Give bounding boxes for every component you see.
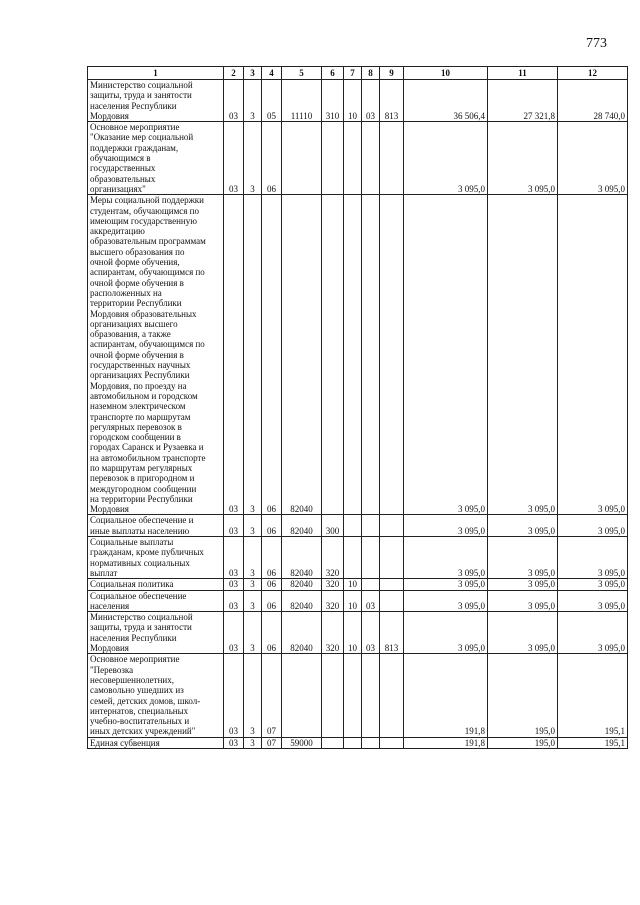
row-name: Единая субвенция	[88, 737, 224, 748]
code-cell: 3	[244, 654, 262, 737]
table-row	[88, 537, 628, 579]
row-name: Основное мероприятие "Перевозка несовершеннолетних, самовольно ушедших из семей, детских домов, школ- интернатов, специальных учебно-воспитательных и иных детских учреждений"	[88, 654, 224, 737]
amount-cell: 3 095,0	[404, 195, 488, 515]
table-row	[88, 737, 628, 748]
table-header-row	[88, 67, 628, 80]
code-cell: 320	[322, 579, 344, 590]
column-header: 9	[380, 67, 404, 80]
code-cell: 06	[262, 590, 282, 612]
code-cell: 3	[244, 122, 262, 195]
code-cell	[362, 737, 380, 748]
code-cell	[380, 195, 404, 515]
code-cell: 07	[262, 737, 282, 748]
code-cell: 06	[262, 537, 282, 579]
row-name: Министерство социальной защиты, труда и занятости населения Республики Мордовия	[88, 612, 224, 654]
amount-cell: 3 095,0	[404, 537, 488, 579]
code-cell: 03	[224, 590, 244, 612]
code-cell: 06	[262, 515, 282, 537]
code-cell: 320	[322, 612, 344, 654]
page-number: 773	[586, 36, 607, 51]
table-row	[88, 590, 628, 612]
code-cell	[380, 537, 404, 579]
code-cell	[362, 122, 380, 195]
amount-cell: 28 740,0	[558, 80, 628, 122]
code-cell: 82040	[282, 195, 322, 515]
code-cell: 3	[244, 590, 262, 612]
table-row	[88, 654, 628, 737]
code-cell: 03	[224, 612, 244, 654]
amount-cell: 195,1	[558, 737, 628, 748]
column-header: 2	[224, 67, 244, 80]
code-cell	[380, 654, 404, 737]
row-name: Социальное обеспечение населения	[88, 590, 224, 612]
amount-cell: 3 095,0	[404, 515, 488, 537]
code-cell: 82040	[282, 515, 322, 537]
code-cell	[322, 122, 344, 195]
amount-cell: 3 095,0	[488, 579, 558, 590]
column-header: 7	[344, 67, 362, 80]
code-cell	[362, 654, 380, 737]
code-cell	[344, 122, 362, 195]
code-cell: 10	[344, 612, 362, 654]
budget-table	[87, 66, 628, 749]
amount-cell: 3 095,0	[558, 122, 628, 195]
amount-cell: 3 095,0	[404, 590, 488, 612]
code-cell: 11110	[282, 80, 322, 122]
code-cell: 03	[224, 654, 244, 737]
code-cell: 10	[344, 80, 362, 122]
column-header: 8	[362, 67, 380, 80]
row-name: Основное мероприятие "Оказание мер социальной поддержки гражданам, обучающимся в государственных образовательных организациях"	[88, 122, 224, 195]
table-row	[88, 579, 628, 590]
code-cell: 05	[262, 80, 282, 122]
code-cell: 03	[224, 122, 244, 195]
amount-cell: 195,0	[488, 654, 558, 737]
code-cell	[322, 737, 344, 748]
code-cell: 3	[244, 579, 262, 590]
column-header: 11	[488, 67, 558, 80]
amount-cell: 3 095,0	[404, 579, 488, 590]
code-cell: 10	[344, 579, 362, 590]
table-row	[88, 80, 628, 122]
table-row	[88, 612, 628, 654]
row-name: Министерство социальной защиты, труда и занятости населения Республики Мордовия	[88, 80, 224, 122]
code-cell: 03	[224, 579, 244, 590]
code-cell: 03	[362, 612, 380, 654]
code-cell	[362, 195, 380, 515]
code-cell: 3	[244, 515, 262, 537]
amount-cell: 3 095,0	[488, 515, 558, 537]
column-header: 5	[282, 67, 322, 80]
amount-cell: 36 506,4	[404, 80, 488, 122]
code-cell: 03	[362, 80, 380, 122]
code-cell: 06	[262, 612, 282, 654]
code-cell: 59000	[282, 737, 322, 748]
code-cell: 10	[344, 590, 362, 612]
row-name: Меры социальной поддержки студентам, обучающимся по имеющим государственную аккредитацию образовательным программам высшего образования по очной форме обучения, аспирантам, обучающимся по очной форме обучения в расположенных на территории Республики Мордовия образовательных организациях высшего образования, а также аспирантам, обучающимся по очной форме обучения в государственных научных организациях Республики Мордовия, по проезду на автомобильном и городском наземном электрическом транспорте по маршрутам регулярных перевозок в городском сообщении в городах Саранск и Рузаевка и на автомобильном транспорте по маршрутам регулярных перевозок в пригородном и междугородном сообщении на территории Республики Мордовия	[88, 195, 224, 515]
table-row	[88, 515, 628, 537]
code-cell	[380, 737, 404, 748]
table-row	[88, 122, 628, 195]
column-header: 6	[322, 67, 344, 80]
code-cell: 3	[244, 537, 262, 579]
column-header: 1	[88, 67, 224, 80]
code-cell: 813	[380, 80, 404, 122]
table-row	[88, 195, 628, 515]
amount-cell: 3 095,0	[558, 195, 628, 515]
code-cell: 82040	[282, 537, 322, 579]
amount-cell: 3 095,0	[404, 612, 488, 654]
column-header: 10	[404, 67, 488, 80]
code-cell: 07	[262, 654, 282, 737]
amount-cell: 3 095,0	[558, 579, 628, 590]
code-cell: 03	[224, 515, 244, 537]
code-cell	[344, 515, 362, 537]
code-cell: 300	[322, 515, 344, 537]
amount-cell: 191,8	[404, 654, 488, 737]
code-cell	[380, 590, 404, 612]
code-cell: 320	[322, 590, 344, 612]
code-cell: 03	[224, 537, 244, 579]
code-cell: 82040	[282, 579, 322, 590]
code-cell	[380, 122, 404, 195]
code-cell: 320	[322, 537, 344, 579]
code-cell: 82040	[282, 612, 322, 654]
amount-cell: 3 095,0	[488, 195, 558, 515]
code-cell	[380, 515, 404, 537]
code-cell	[322, 195, 344, 515]
amount-cell: 3 095,0	[558, 612, 628, 654]
code-cell: 03	[362, 590, 380, 612]
row-name: Социальная политика	[88, 579, 224, 590]
code-cell	[344, 195, 362, 515]
code-cell	[322, 654, 344, 737]
amount-cell: 191,8	[404, 737, 488, 748]
code-cell: 310	[322, 80, 344, 122]
code-cell: 82040	[282, 590, 322, 612]
code-cell	[344, 537, 362, 579]
code-cell: 3	[244, 612, 262, 654]
code-cell	[380, 579, 404, 590]
code-cell: 06	[262, 122, 282, 195]
amount-cell: 3 095,0	[558, 537, 628, 579]
row-name: Социальное обеспечение и иные выплаты населению	[88, 515, 224, 537]
code-cell: 03	[224, 80, 244, 122]
column-header: 12	[558, 67, 628, 80]
amount-cell: 3 095,0	[558, 515, 628, 537]
code-cell: 03	[224, 737, 244, 748]
amount-cell: 3 095,0	[558, 590, 628, 612]
code-cell	[362, 579, 380, 590]
code-cell: 03	[224, 195, 244, 515]
amount-cell: 3 095,0	[488, 590, 558, 612]
code-cell: 06	[262, 579, 282, 590]
code-cell	[282, 654, 322, 737]
code-cell: 06	[262, 195, 282, 515]
row-name: Социальные выплаты гражданам, кроме публичных нормативных социальных выплат	[88, 537, 224, 579]
code-cell: 3	[244, 195, 262, 515]
code-cell	[362, 537, 380, 579]
code-cell: 3	[244, 737, 262, 748]
column-header: 4	[262, 67, 282, 80]
amount-cell: 3 095,0	[488, 612, 558, 654]
code-cell	[282, 122, 322, 195]
code-cell: 3	[244, 80, 262, 122]
amount-cell: 3 095,0	[404, 122, 488, 195]
code-cell	[362, 515, 380, 537]
code-cell: 813	[380, 612, 404, 654]
code-cell	[344, 737, 362, 748]
amount-cell: 195,1	[558, 654, 628, 737]
amount-cell: 3 095,0	[488, 537, 558, 579]
amount-cell: 3 095,0	[488, 122, 558, 195]
column-header: 3	[244, 67, 262, 80]
code-cell	[344, 654, 362, 737]
amount-cell: 27 321,8	[488, 80, 558, 122]
amount-cell: 195,0	[488, 737, 558, 748]
